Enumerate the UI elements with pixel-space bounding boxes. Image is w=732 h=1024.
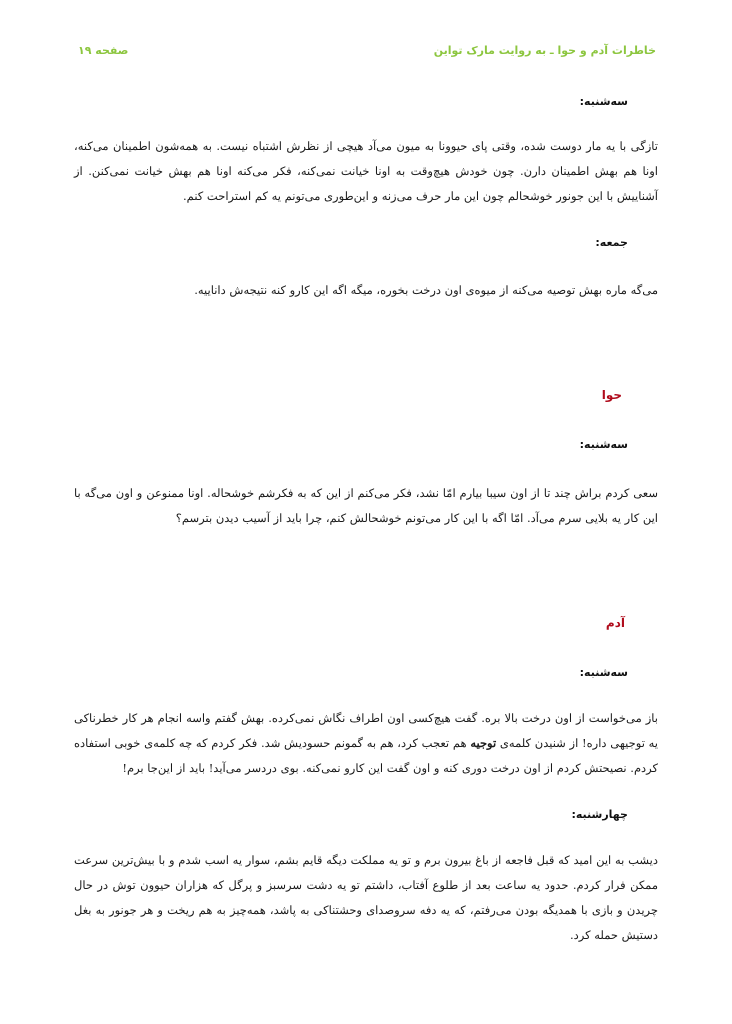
entry-paragraph: می‌گه ماره بهش توصیه می‌کنه از میوه‌ی اون درخت بخوره، میگه اگه این کارو کنه نتیجه‌ش داناییه. (194, 283, 658, 297)
day-heading: سه‌شنبه: (579, 438, 628, 451)
day-heading: سه‌شنبه: (579, 666, 628, 679)
entry-paragraph: دیشب به این امید که قبل فاجعه از باغ بیرون برم و تو یه مملکت دیگه قایم بشم، سوار یه اسب شدم و با بیش‌ترین سرعت ممکن فرار کردم. حدود یه ساعت بعد از طلوع آفتاب، داشتم تو یه دشت سرسبز و پرگل که هزاران حیوون توش در حال چریدن و بازی با همدیگه بودن می‌رفتم، که یه دفه سروصدای وحشتناکی به پاشد، همه‌چیز به هم ریخت و هر جونور به بغل دستیش حمله کرد. (74, 853, 658, 942)
day-heading: چهارشنبه: (571, 808, 628, 821)
entry-text: باز می‌خواست از اون درخت بالا بره. گفت هیچ‌کسی اون اطراف نگاش نمی‌کرده. بهش گفتم واسه انجام هر کار خطرناکی یه توجیهی داره! از شنیدن کلمه‌ی (74, 711, 658, 750)
entry-paragraph: تازگی با یه مار دوست شده، وقتی پای حیوونا به میون می‌آد هیچی از نظرش اشتباه نیست. به همه‌شون اطمینان می‌کنه، اونا هم بهش اطمینان دارن. چون خودش هیچ‌وقت به اونا خیانت نمی‌کنه، فکر می‌کنه اونا هم بهش خیانت نمی‌کنن. از آشناییش با این جونور خوشحالم چون این مار حرف می‌زنه و این‌طوری می‌تونم یه کم استراحت کنم. (74, 139, 658, 203)
day-heading: جمعه: (595, 236, 628, 249)
page-number: صفحه ۱۹ (78, 44, 129, 57)
speaker-heading: حوا (601, 388, 622, 402)
entry-text: هم تعجب کرد، هم به گمونم حسودیش شد. فکر کردم که چه کلمه‌ی خوبی استفاده کردم. نصیحتش کردم از اون درخت دوری کنه و اون گفت این کارو نمی‌کنه. بوی دردسر می‌آید! باید از این‌جا برم! (74, 736, 658, 775)
entry-paragraph (74, 706, 658, 781)
day-heading: سه‌شنبه: (579, 95, 628, 108)
running-header-title: خاطرات آدم و حوا ـ به روایت مارک تواین (433, 44, 656, 57)
speaker-heading: آدم (605, 616, 625, 630)
entry-paragraph: سعی کردم براش چند تا از اون سیبا بیارم امّا نشد، فکر می‌کنم از این که به فکرشم خوشحاله. اونا ممنوعن و اون می‌گه با این کار یه بلایی سرم می‌آد. امّا اگه با این کار می‌تونم خوشحالش کنم، چرا باید از آسیب دیدن بترسم؟ (74, 486, 658, 525)
emphasized-word: توجیه (470, 736, 497, 750)
